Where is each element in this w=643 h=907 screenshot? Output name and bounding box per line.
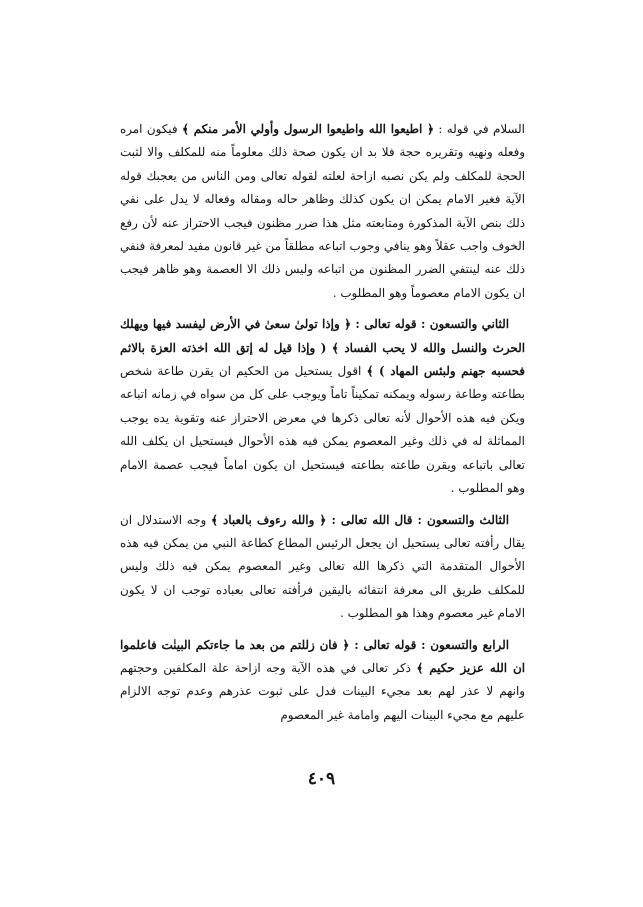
section-heading: الرابع والتسعون : قوله تعالى : ﴿ فان زللتم من بعد ما جاءتكم البينٰت فاعلموا ان الله عزيز حكيم ﴾ [120, 637, 525, 675]
paragraph [120, 118, 525, 305]
paragraph [120, 313, 525, 500]
section-heading: الثالث والتسعون : قال الله تعالى : ﴿ والله رءوف بالعباد ﴾ [210, 512, 509, 527]
quran-verse: ﴿ اطيعوا الله واطيعوا الرسول وأولي الأمر منكم ﴾ [181, 122, 434, 136]
paragraph-lead: السلام في قوله : [433, 122, 525, 136]
paragraph [120, 634, 525, 728]
paragraph [120, 509, 525, 626]
paragraph-text: اقول يستحيل من الحكيم ان يقرن طاعة شخص بطاعته وطاعة رسوله ويمكنه تمكيناً تاماً ويوجب على كل من سواه في زمانه اتباعه ويكن فيه هذه الأحوال لأنه تعالى ذكرها في معرض الاحتراز عنه وتقوية يده يوجب المماثلة له في ذلك وغير المعصوم يمكن فيه هذه الأحوال فيستحيل ان يكلف الله تعالى باتباعه ويقرن طاعته بطاعته فيستحيل ان يكون اماماً فيجب عصمة الامام وهو المطلوب . [120, 364, 525, 496]
body-text [120, 118, 525, 727]
paragraph-text: وجه الاستدلال ان يقال رأفته تعالى يستحيل ان يجعل الرئيس المطاع كطاعة النبي من يمكن فيه هذه الأحوال المتقدمة التي ذكرها الله تعالى وغير المعصوم يمكن فيه ذلك وليس للمكلف طريق الى معرفة انتفائه باليقين فرأفته تعالى بعباده توجب ان لا يكون الامام غير معصوم وهذا هو المطلوب . [120, 512, 525, 621]
paragraph-text: فيكون امره وفعله ونهيه وتقريره حجة فلا بد ان يكون صحة ذلك معلوماً منه للمكلف والا لثبت الحجة للمكلف ولم يكن نصبه ازاحة لعلته لقوله تعالى ومن الناس من يعجبك قوله الآية فغير الامام يمكن ان يكون كذلك وظاهر حاله ومقاله وفعاله لا يدل على نفي ذلك بنص الآية المذكورة ومتابعته مثل هذا ضرر مظنون فيجب الاحتراز عنه لأن رفع الخوف واجب عقلاً وهو ينافي وجوب اتباعه مطلقاً من غير قانون مفيد لمعرفة فنفي ذلك عنه لينتفي الضرر المظنون من اتباعه وليس ذلك الا العصمة وهو ظاهر فيجب ان يكون الامام معصوماً وهو المطلوب . [120, 122, 525, 300]
page-number: ٤٠٩ [307, 769, 336, 789]
section-heading: الثاني والتسعون : قوله تعالى : ﴿ وإذا تولىٰ سعىٰ في الأرض ليفسد فيها ويهلك الحرث والنسل والله لا يحب الفساد ﴾ ( وإذا قيل له إتق الله اخذته العزة بالاثم فحسبه جهنم ولبئس المهاد ) ﴾ [120, 317, 525, 379]
paragraph-text: ذكر تعالى في هذه الآية وجه ازاحة علة المكلفين وحجتهم وانهم لا عذر لهم بعد مجيء البينات فدل على ثبوت عذرهم وعدم توجه الالزام عليهم مع مجيء البينات اليهم وامامة غير المعصوم [120, 660, 525, 722]
